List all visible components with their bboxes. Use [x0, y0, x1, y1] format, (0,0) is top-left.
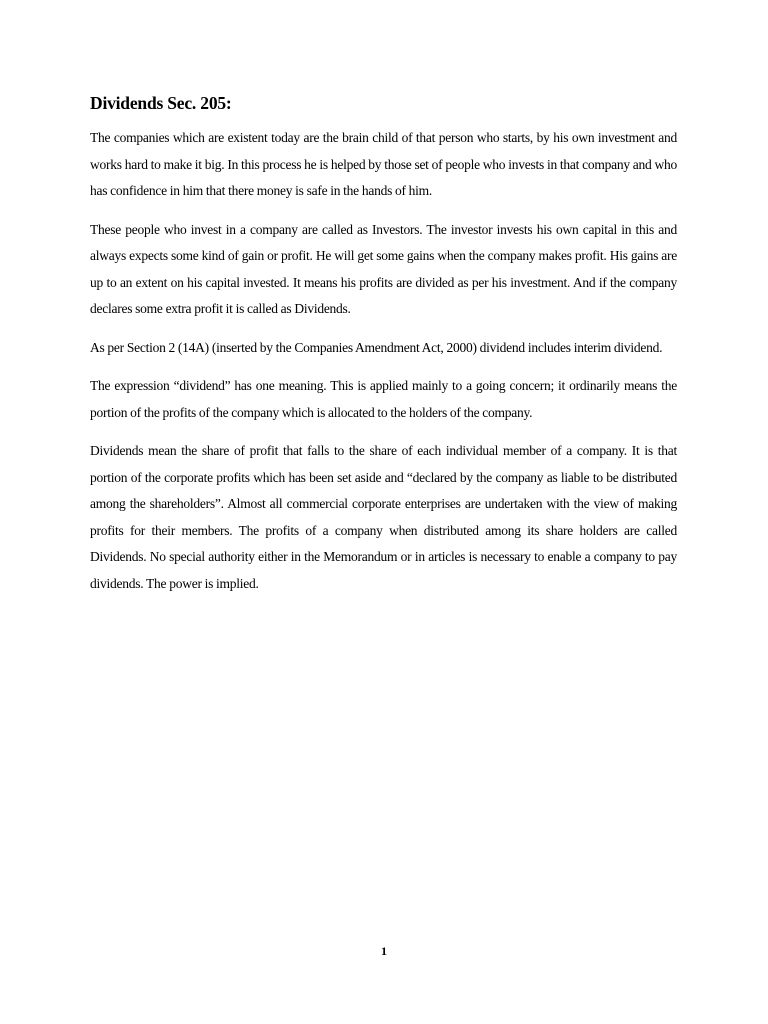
paragraph-3: As per Section 2 (14A) (inserted by the Companies Amendment Act, 2000) dividend includes interim dividend.	[90, 339, 663, 355]
paragraph-4: The expression “dividend” has one meaning. This is applied mainly to a going concern; it ordinarily means the portion of the profits of the company which is allocated to the holders of the company.	[90, 378, 677, 420]
page-number: 1	[381, 944, 387, 958]
document-title: Dividends Sec. 205:	[90, 93, 232, 113]
paragraph-2: These people who invest in a company are called as Investors. The investor invests his own capital in this and always expects some kind of gain or profit. He will get some gains when the company makes profit. His gains are up to an extent on his capital invested. It means his profits are divided as per his investment. And if the company declares some extra profit it is called as Dividends.	[90, 221, 677, 316]
page-content	[90, 92, 677, 609]
paragraph-1: The companies which are existent today are the brain child of that person who starts, by his own investment and works hard to make it big. In this process he is helped by those set of people who invests in that company and who has confidence in him that there money is safe in the hands of him.	[90, 130, 677, 198]
paragraph-5: Dividends mean the share of profit that falls to the share of each individual member of a company. It is that portion of the corporate profits which has been set aside and “declared by the company as liable to be distributed among the shareholders”. Almost all commercial corporate enterprises are undertaken with the view of making profits for their members. The profits of a company when distributed among its share holders are called Dividends. No special authority either in the Memorandum or in articles is necessary to enable a company to pay dividends. The power is implied.	[90, 443, 677, 591]
